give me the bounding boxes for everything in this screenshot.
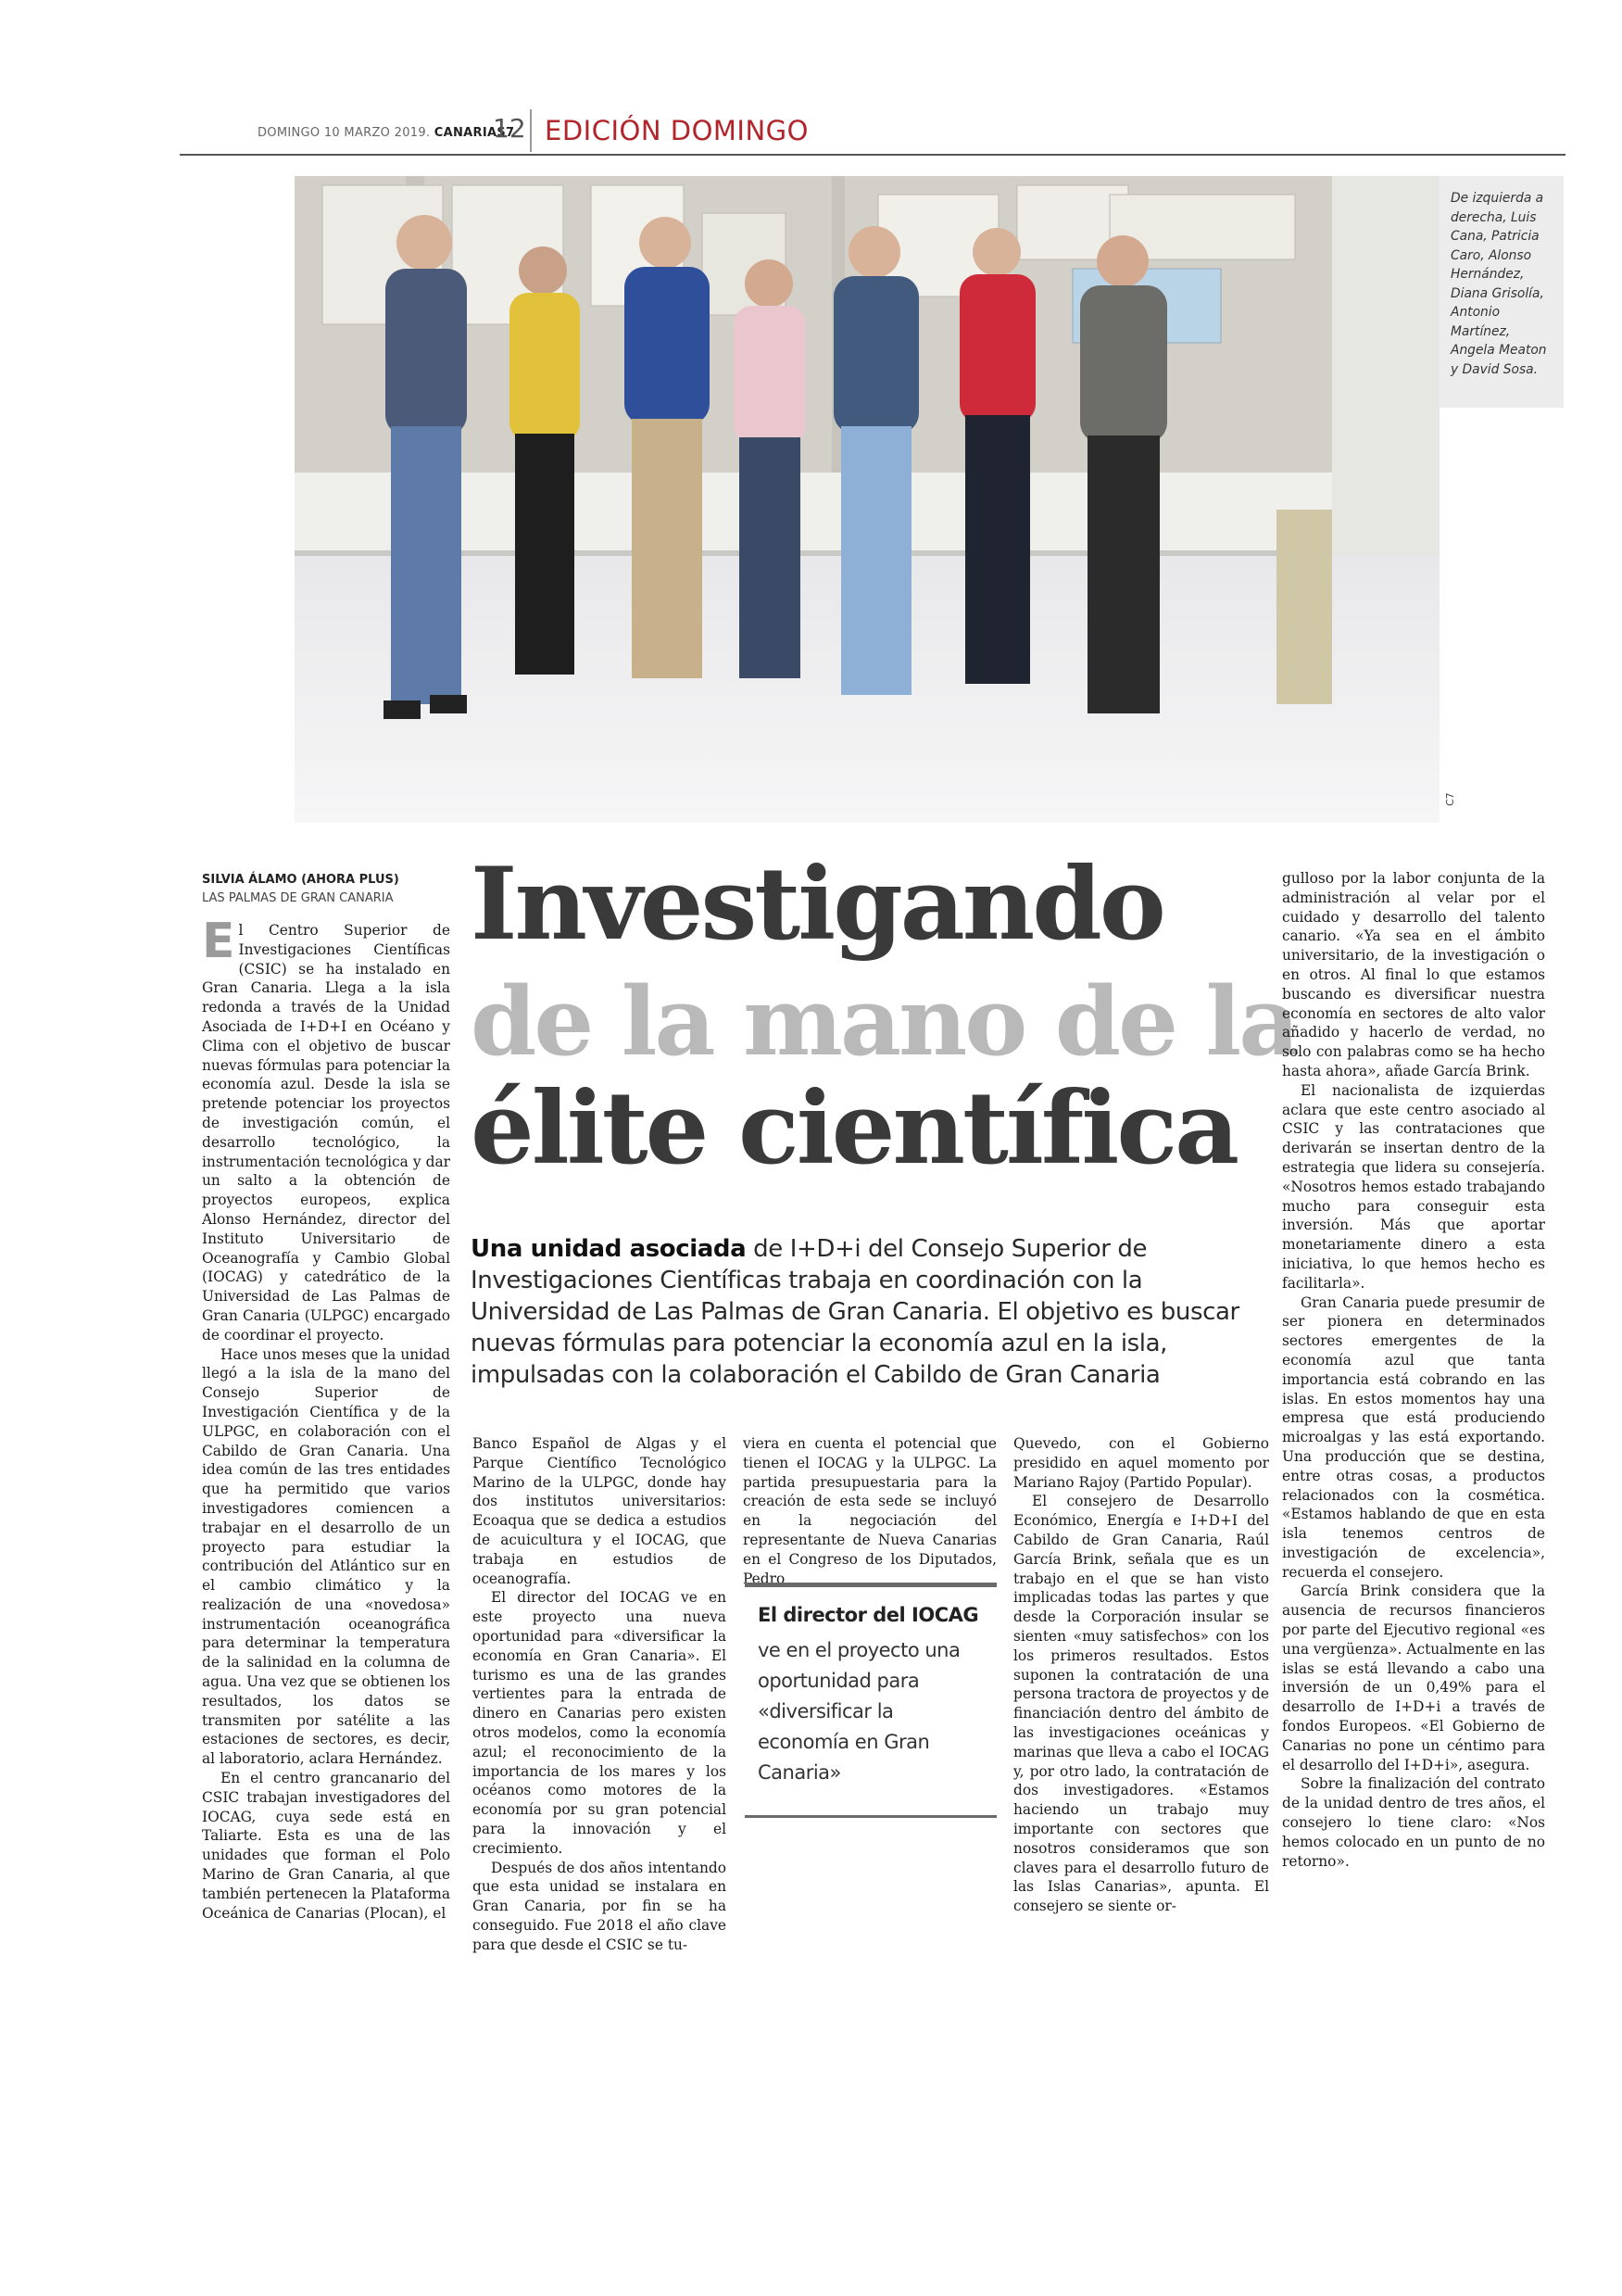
paragraph: Gran Canaria puede presumir de ser pionera en determinados sectores emergentes de la economía azul que tanta importancia está cobrando en las islas. En estos momentos hay una empresa que está produciendo microalgas y las está exportando. Una producción que se destina, entre otras cosas, a productos relacionados con la cosmética. «Estamos hablando de que en esta isla tenemos centros de investigación de excelencia», recuerda el consejero.: [1282, 1293, 1545, 1581]
person-3: [624, 217, 710, 678]
headline-line-1: Investigando: [471, 846, 1163, 963]
person-5: [834, 226, 919, 695]
paragraph: El Centro Superior de Investigaciones Científicas (CSIC) se ha instalado en Gran Canaria. Llega a la isla redonda a través de la Unidad Asociada de I+D+I en Océano y Clima con el objetivo de buscar nuevas fórmulas para potenciar la economía azul. Desde la isla se pretende potenciar los proyectos de investigación común, el desarrollo tecnológico, la instrumentación tecnológica y dar un salto a la obtención de proyectos europeos, explica Alonso Hernández, director del Instituto Universitario de Oceanografía y Cambio Global (IOCAG) y catedrático de la Universidad de Las Palmas de Gran Canaria (ULPGC) encargado de coordinar el proyecto.: [202, 914, 450, 1344]
paragraph: García Brink considera que la ausencia de recursos financieros por parte del Ejecutivo regional «es una vergüenza». Actualmente en las islas se está llevando a cabo una inversión de un 0,49% para el desarrollo de I+D+i a través de fondos Europeos. «El Gobierno de Canarias no pone un céntimo para el desarrollo del I+D+i», asegura.: [1282, 1583, 1545, 1773]
headline-line-3: élite científica: [471, 1070, 1238, 1187]
paragraph: El consejero de Desarrollo Económico, Energía e I+D+I del Cabildo de Gran Canaria, Raúl García Brink, señala que es un trabajo en el que se han visto implicadas todas las partes y que desde la Corporación insular se sienten «muy satisfechos» con los los primeros resultados. Estos suponen la contratación de una persona tractora de proyectos y de financiación dentro del ámbito de las investigaciones oceánicas y marinas que lleva a cabo el IOCAG y, por otro lado, la contratación de dos investigadores. «Estamos haciendo un trabajo muy importante con sectores que nosotros consideramos que son claves para el desarrollo futuro de las Islas Canarias», apunta. El consejero se siente or-: [1013, 1493, 1269, 1915]
article-column-3: [743, 1434, 997, 1587]
person-2: [509, 246, 580, 675]
drop-cap: E: [202, 914, 235, 969]
pull-quote: [745, 1583, 997, 1818]
paragraph: Hace unos meses que la unidad llegó a la isla de la mano del Consejo Superior de Investigación Científica y de la ULPGC, en colaboración con el Cabildo de Gran Canaria. Una idea común de las tres entidades que ha permitido que varios investigadores comiencen a trabajar en el desarrollo de un proyecto para estudiar la contribución del Atlántico sur en el cambio climático y la realización de una «novedosa» instrumentación oceanográfica para determinar la temperatura de la salinidad en la columna de agua. Una vez que se obtienen los resultados, los datos se transmiten por satélite a las estaciones de sectores, es decir, al laboratorio, aclara Hernández.: [202, 1345, 450, 1768]
article-column-2: [472, 1434, 726, 1953]
person-4: [734, 259, 806, 678]
photo-caption: De izquierda a derecha, Luis Cana, Patricia Caro, Alonso Hernández, Diana Grisolía, Antonio Martínez, Angela Meaton y David Sosa.: [1451, 191, 1547, 377]
person-7: [1080, 235, 1167, 713]
section-title: EDICIÓN DOMINGO: [545, 115, 809, 146]
person-6: [960, 228, 1036, 684]
byline-author: SILVIA ÁLAMO (AHORA PLUS): [202, 873, 399, 887]
pull-quote-body: ve en el proyecto una oportunidad para «diversificar la economía en Gran Canaria»: [758, 1639, 961, 1784]
paragraph: viera en cuenta el potencial que tienen el IOCAG y la ULPGC. La partida presupuestaria para la creación de esta sede se incluyó en la negociación del representante de Nueva Canarias en el Congreso de los Diputados, Pedro: [743, 1435, 997, 1587]
byline-place: LAS PALMAS DE GRAN CANARIA: [202, 891, 394, 905]
article-column-4: [1013, 1434, 1269, 1916]
photo-caption-box: [1440, 176, 1564, 408]
person-1: [383, 215, 467, 719]
page-number: 12: [493, 113, 526, 144]
paragraph: Después de dos años intentando que esta unidad se instalara en Gran Canaria, por fin se ha conseguido. Fue 2018 el año clave para que desde el CSIC se tu-: [472, 1859, 726, 1953]
article-column-1: [202, 914, 450, 1922]
subheadline-lead: Una unidad asociada: [471, 1235, 747, 1263]
issue-date: DOMINGO 10 MARZO 2019. CANARIAS7: [258, 126, 515, 140]
group-photo: [295, 176, 1440, 823]
headline-line-2: de la mano de la: [471, 966, 1298, 1078]
paragraph: Banco Español de Algas y el Parque Científico Tecnológico Marino de la ULPGC, donde hay dos institutos universitarios: Ecoaqua que se dedica a estudios de acuicultura y el IOCAG, que trabaja en estudios de oceanografía.: [472, 1435, 726, 1587]
photo-credit: C7: [1444, 792, 1456, 806]
paragraph: gulloso por la labor conjunta de la administración al velar por el cuidado y desarrollo del talento canario. «Ya sea en el ámbito universitario, de la investigación o en otros. Al final lo que estamos buscando es diversificar nuestra economía en sectores de alto valor añadido y hacerlo de verdad, no solo con palabras como se ha hecho hasta ahora», añade García Brink.: [1282, 870, 1545, 1079]
subheadline: [471, 1233, 1286, 1391]
paragraph: Sobre la finalización del contrato de la unidad dentro de tres años, el consejero lo tiene claro: «Nos hemos colocado en un punto de no retorno».: [1282, 1775, 1545, 1870]
publication-name: CANARIAS7: [434, 126, 515, 140]
masthead: [180, 109, 1565, 156]
paragraph: El nacionalista de izquierdas aclara que este centro asociado al CSIC y las contrataciones que derivarán se insertan dentro de la estrategia que lidera su consejería. «Nosotros hemos estado trabajando mucho para conseguir esta inversión. Más que aportar monetariamente dinero a esta iniciativa, lo que hemos hecho es facilitarla».: [1282, 1081, 1545, 1292]
pull-quote-head: El director del IOCAG: [758, 1604, 979, 1626]
article-column-5: [1282, 869, 1545, 1916]
header-divider: [530, 109, 532, 152]
subheadline-text: de I+D+i del Consejo Superior de Investigaciones Científicas trabaja en coordinación con la Universidad de Las Palmas de Gran Canaria. El objetivo es buscar nuevas fórmulas para potenciar la economía azul en la isla, impulsadas con la colaboración el Cabildo de Gran Canaria: [471, 1235, 1239, 1389]
paragraph: Quevedo, con el Gobierno presidido en aquel momento por Mariano Rajoy (Partido Popular).: [1013, 1435, 1269, 1491]
paragraph: El director del IOCAG ve en este proyecto una nueva oportunidad para «diversificar la economía en Gran Canaria». El turismo es una de las grandes vertientes para la entrada de dinero en Canarias pero existen otros modelos, como la economía azul; el reconocimiento de la importancia de los mares y los océanos como motores de la economía por su gran potencial para la innovación y el crecimiento.: [472, 1589, 726, 1857]
paragraph: En el centro grancanario del CSIC trabajan investigadores del IOCAG, cuya sede está en Taliarte. Esta es una de las unidades que forman el Polo Marino de Gran Canaria, al que también pertenecen la Plataforma Oceánica de Canarias (Plocan), el: [202, 1770, 450, 1922]
